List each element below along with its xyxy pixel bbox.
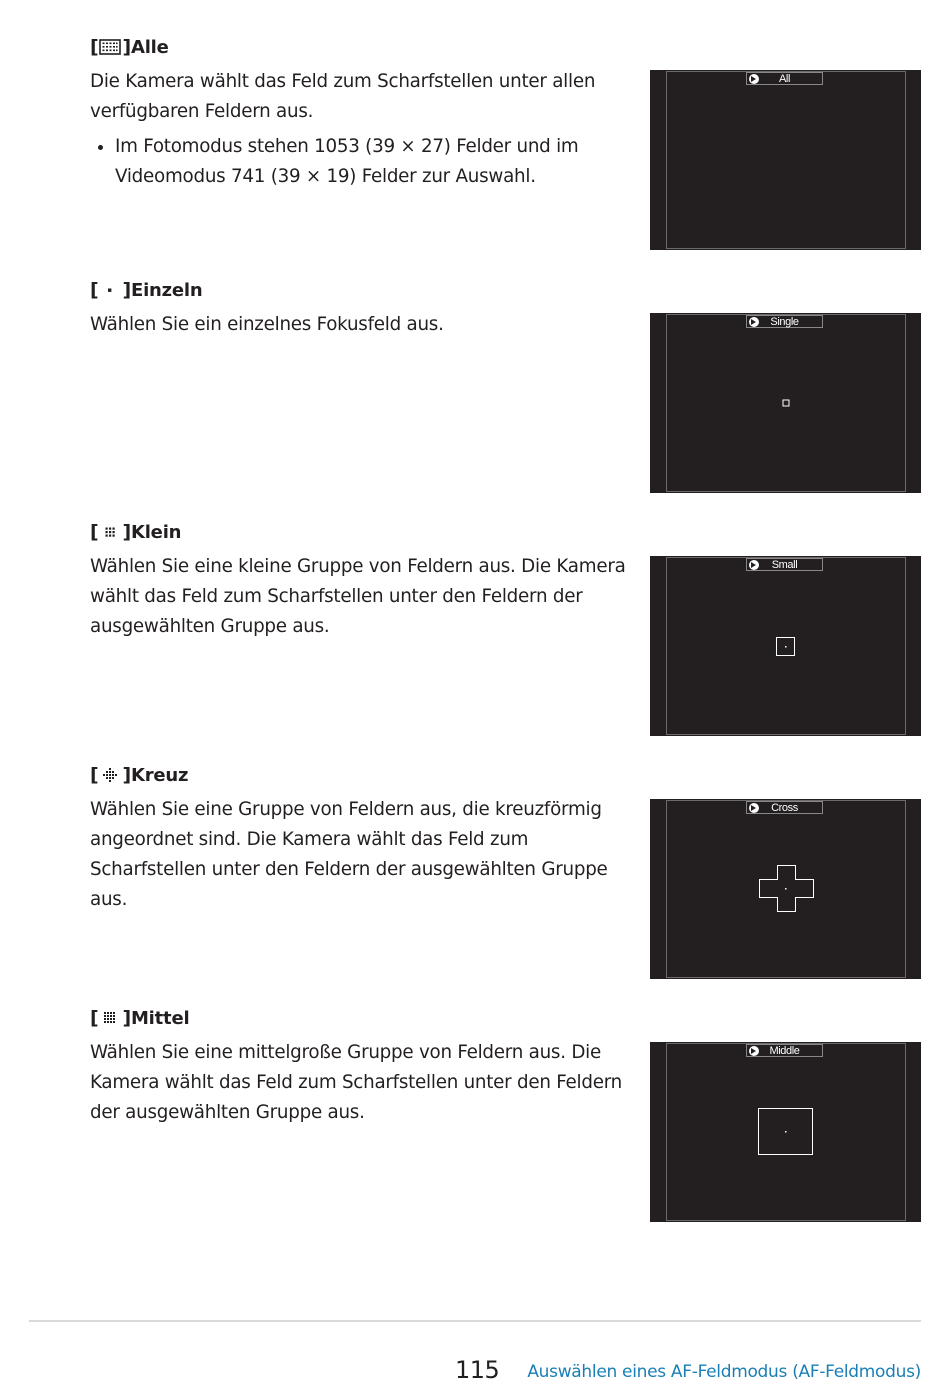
af-screen-cross [650, 799, 921, 979]
bullet-dot [98, 145, 103, 150]
section-small [90, 519, 635, 642]
page-number: 115 [455, 1356, 500, 1384]
section-heading: [ ] Kreuz [90, 764, 189, 786]
section-title: Mittel [130, 1007, 190, 1029]
section-paragraph: Die Kamera wählt das Feld zum Scharfstellen unter allen verfügbaren Feldern aus. [90, 71, 596, 122]
bullet-text: Im Fotomodus stehen 1053 (39 × 27) Felder und im Videomodus 741 (39 × 19) Felder zur Auswahl. [115, 136, 579, 187]
af-screen-middle [650, 1042, 921, 1222]
af-middle-target [650, 1042, 921, 1222]
section-title: Kreuz [130, 764, 189, 786]
section-cross [90, 762, 635, 915]
af-middle-icon [99, 1009, 121, 1027]
af-single-target [650, 313, 921, 493]
af-mode-label [746, 72, 823, 85]
selector-icon [749, 74, 759, 84]
af-small-icon [99, 523, 121, 541]
af-small-target [650, 556, 921, 736]
af-mode-label-text: Small [771, 559, 798, 571]
af-cross-icon [99, 766, 121, 784]
section-heading: [ ] Klein [90, 521, 182, 543]
af-screen-small [650, 556, 921, 736]
section-heading: [ ] Einzeln [90, 279, 203, 301]
section-paragraph: Wählen Sie eine Gruppe von Feldern aus, die kreuzförmig angeordnet sind. Die Kamera wählt das Feld zum Scharfstellen unter den Feldern der ausgewählten Gruppe aus. [90, 799, 608, 910]
section-paragraph: Wählen Sie eine mittelgroße Gruppe von Feldern aus. Die Kamera wählt das Feld zum Scharfstellen unter den Feldern der ausgewählten Gruppe aus. [90, 1042, 622, 1123]
af-screen-all [650, 70, 921, 250]
section-single [90, 277, 635, 340]
af-single-icon [99, 281, 121, 299]
section-all [90, 34, 635, 192]
chapter-title-link[interactable]: Auswählen eines AF-Feldmodus (AF-Feldmodus) [527, 1362, 921, 1382]
af-mode-label-text: Cross [771, 802, 798, 814]
af-mode-label-text: All [778, 73, 791, 85]
section-middle [90, 1005, 635, 1128]
section-title: Klein [130, 521, 182, 543]
af-cross-target [650, 799, 921, 979]
section-title: Alle [130, 36, 169, 58]
section-heading: [ ] Alle [90, 36, 169, 58]
section-paragraph: Wählen Sie eine kleine Gruppe von Feldern aus. Die Kamera wählt das Feld zum Scharfstellen unter den Feldern der ausgewählten Gruppe aus. [90, 556, 626, 637]
af-mode-label-text: Middle [769, 1045, 800, 1057]
bullet-item [90, 132, 635, 192]
af-all-icon [99, 38, 121, 56]
af-area-frame [666, 71, 906, 249]
section-title: Einzeln [130, 279, 203, 301]
af-screen-single [650, 313, 921, 493]
section-heading: [ ] Mittel [90, 1007, 190, 1029]
footer-divider [29, 1320, 921, 1322]
section-paragraph: Wählen Sie ein einzelnes Fokusfeld aus. [90, 314, 444, 335]
af-mode-label-text: Single [770, 316, 799, 328]
